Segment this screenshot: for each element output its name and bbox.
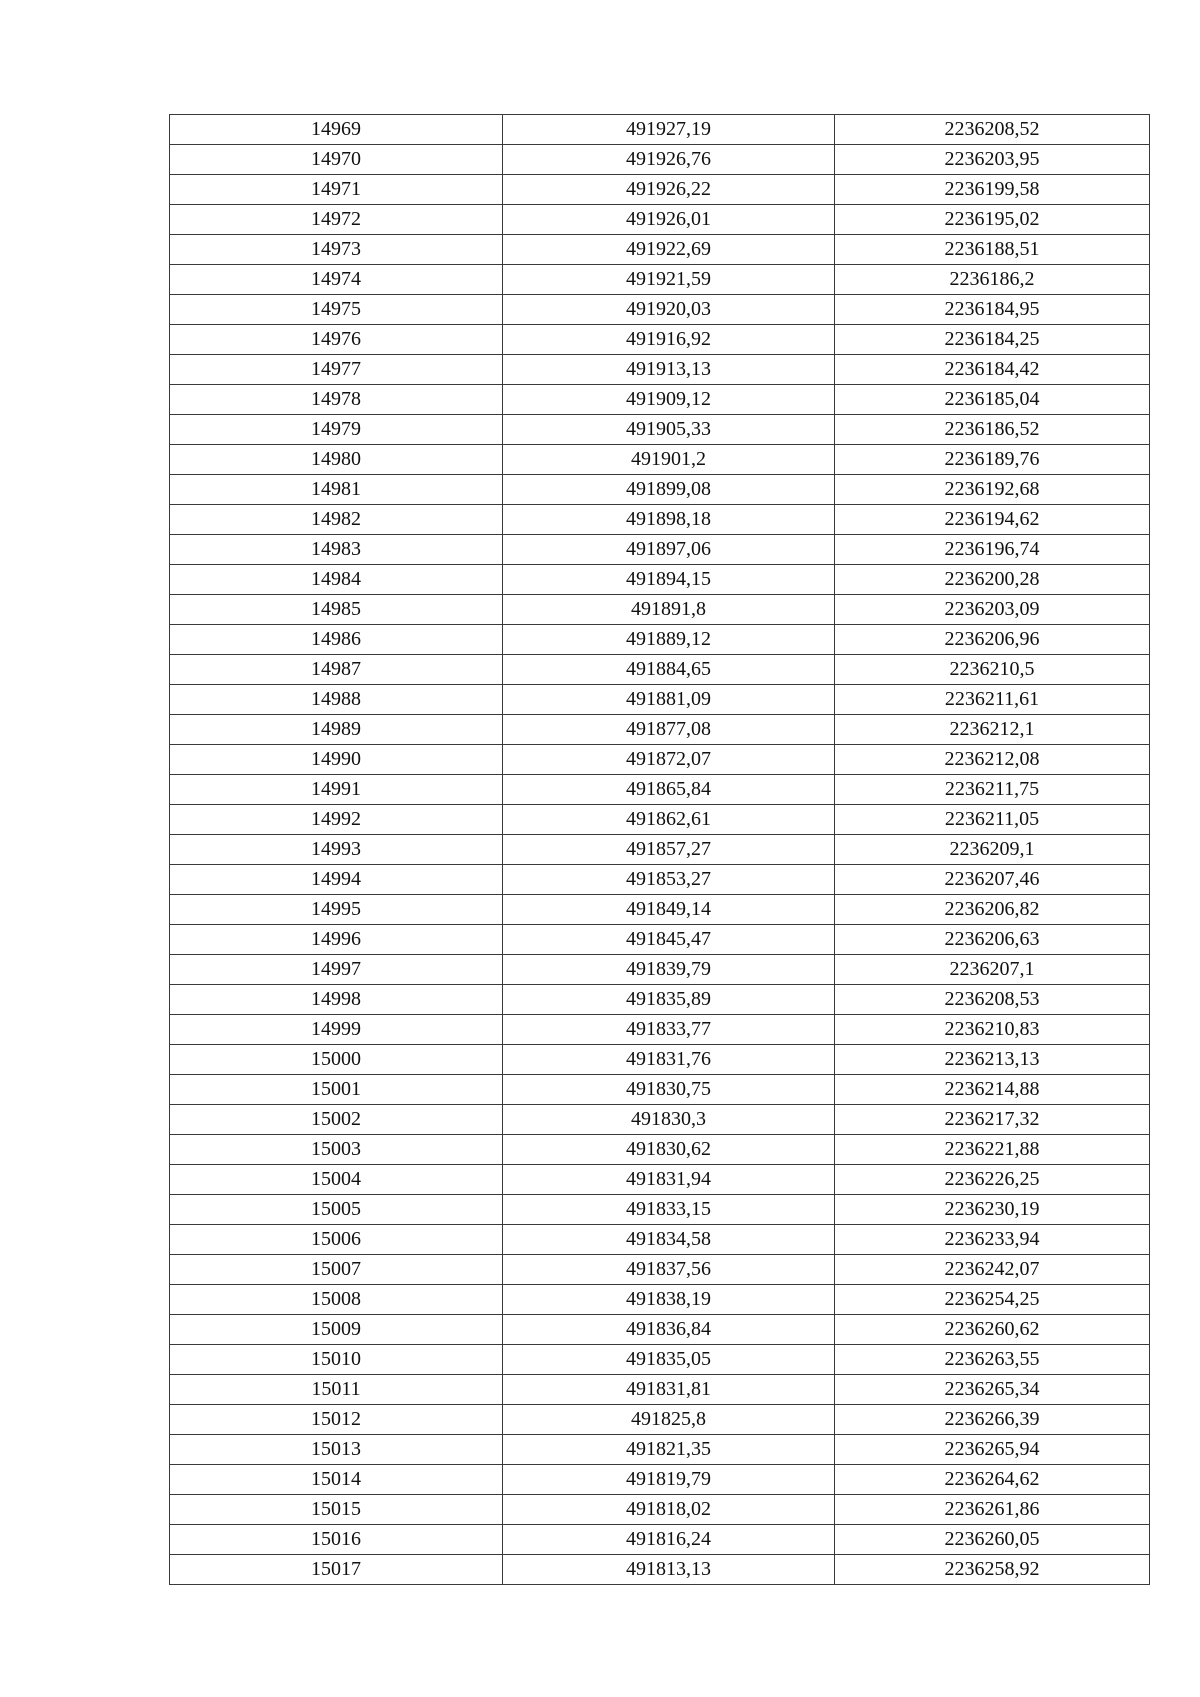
point-number-cell: 15009 xyxy=(170,1315,503,1345)
point-number-cell: 15001 xyxy=(170,1075,503,1105)
point-number-cell: 15004 xyxy=(170,1165,503,1195)
y-coordinate-cell: 2236194,62 xyxy=(835,505,1150,535)
table-row xyxy=(170,1165,1150,1195)
table-row xyxy=(170,685,1150,715)
table-row xyxy=(170,625,1150,655)
point-number-cell: 14975 xyxy=(170,295,503,325)
x-coordinate-cell: 491926,01 xyxy=(503,205,835,235)
x-coordinate-cell: 491833,15 xyxy=(503,1195,835,1225)
y-coordinate-cell: 2236188,51 xyxy=(835,235,1150,265)
table-row xyxy=(170,145,1150,175)
y-coordinate-cell: 2236186,52 xyxy=(835,415,1150,445)
y-coordinate-cell: 2236207,1 xyxy=(835,955,1150,985)
point-number-cell: 14990 xyxy=(170,745,503,775)
table-row xyxy=(170,745,1150,775)
y-coordinate-cell: 2236211,75 xyxy=(835,775,1150,805)
y-coordinate-cell: 2236206,63 xyxy=(835,925,1150,955)
point-number-cell: 14977 xyxy=(170,355,503,385)
y-coordinate-cell: 2236208,53 xyxy=(835,985,1150,1015)
table-row xyxy=(170,1345,1150,1375)
point-number-cell: 14999 xyxy=(170,1015,503,1045)
x-coordinate-cell: 491830,3 xyxy=(503,1105,835,1135)
y-coordinate-cell: 2236185,04 xyxy=(835,385,1150,415)
x-coordinate-cell: 491831,76 xyxy=(503,1045,835,1075)
table-row xyxy=(170,805,1150,835)
x-coordinate-cell: 491889,12 xyxy=(503,625,835,655)
table-row xyxy=(170,1435,1150,1465)
y-coordinate-cell: 2236254,25 xyxy=(835,1285,1150,1315)
x-coordinate-cell: 491921,59 xyxy=(503,265,835,295)
x-coordinate-cell: 491830,75 xyxy=(503,1075,835,1105)
coordinates-table-body xyxy=(170,115,1150,1585)
table-row xyxy=(170,235,1150,265)
point-number-cell: 15015 xyxy=(170,1495,503,1525)
point-number-cell: 14993 xyxy=(170,835,503,865)
y-coordinate-cell: 2236213,13 xyxy=(835,1045,1150,1075)
y-coordinate-cell: 2236196,74 xyxy=(835,535,1150,565)
y-coordinate-cell: 2236211,61 xyxy=(835,685,1150,715)
table-row xyxy=(170,265,1150,295)
table-row xyxy=(170,1315,1150,1345)
point-number-cell: 14988 xyxy=(170,685,503,715)
x-coordinate-cell: 491849,14 xyxy=(503,895,835,925)
y-coordinate-cell: 2236221,88 xyxy=(835,1135,1150,1165)
table-row xyxy=(170,655,1150,685)
x-coordinate-cell: 491909,12 xyxy=(503,385,835,415)
point-number-cell: 15010 xyxy=(170,1345,503,1375)
point-number-cell: 14991 xyxy=(170,775,503,805)
y-coordinate-cell: 2236242,07 xyxy=(835,1255,1150,1285)
y-coordinate-cell: 2236212,08 xyxy=(835,745,1150,775)
y-coordinate-cell: 2236263,55 xyxy=(835,1345,1150,1375)
point-number-cell: 15002 xyxy=(170,1105,503,1135)
table-row xyxy=(170,1075,1150,1105)
y-coordinate-cell: 2236184,25 xyxy=(835,325,1150,355)
point-number-cell: 14972 xyxy=(170,205,503,235)
table-row xyxy=(170,415,1150,445)
y-coordinate-cell: 2236184,95 xyxy=(835,295,1150,325)
table-row xyxy=(170,595,1150,625)
table-row xyxy=(170,985,1150,1015)
x-coordinate-cell: 491838,19 xyxy=(503,1285,835,1315)
y-coordinate-cell: 2236233,94 xyxy=(835,1225,1150,1255)
point-number-cell: 14992 xyxy=(170,805,503,835)
x-coordinate-cell: 491837,56 xyxy=(503,1255,835,1285)
table-row xyxy=(170,925,1150,955)
table-row xyxy=(170,1105,1150,1135)
y-coordinate-cell: 2236209,1 xyxy=(835,835,1150,865)
y-coordinate-cell: 2236260,62 xyxy=(835,1315,1150,1345)
x-coordinate-cell: 491833,77 xyxy=(503,1015,835,1045)
x-coordinate-cell: 491831,81 xyxy=(503,1375,835,1405)
x-coordinate-cell: 491881,09 xyxy=(503,685,835,715)
x-coordinate-cell: 491913,13 xyxy=(503,355,835,385)
y-coordinate-cell: 2236211,05 xyxy=(835,805,1150,835)
x-coordinate-cell: 491813,13 xyxy=(503,1555,835,1585)
point-number-cell: 15007 xyxy=(170,1255,503,1285)
x-coordinate-cell: 491845,47 xyxy=(503,925,835,955)
x-coordinate-cell: 491901,2 xyxy=(503,445,835,475)
table-row xyxy=(170,325,1150,355)
table-row xyxy=(170,475,1150,505)
table-row xyxy=(170,1285,1150,1315)
x-coordinate-cell: 491819,79 xyxy=(503,1465,835,1495)
point-number-cell: 14984 xyxy=(170,565,503,595)
point-number-cell: 14974 xyxy=(170,265,503,295)
y-coordinate-cell: 2236210,5 xyxy=(835,655,1150,685)
point-number-cell: 14969 xyxy=(170,115,503,145)
table-row xyxy=(170,1225,1150,1255)
x-coordinate-cell: 491920,03 xyxy=(503,295,835,325)
x-coordinate-cell: 491926,22 xyxy=(503,175,835,205)
table-row xyxy=(170,445,1150,475)
x-coordinate-cell: 491926,76 xyxy=(503,145,835,175)
x-coordinate-cell: 491862,61 xyxy=(503,805,835,835)
x-coordinate-cell: 491821,35 xyxy=(503,1435,835,1465)
table-row xyxy=(170,535,1150,565)
table-row xyxy=(170,1405,1150,1435)
x-coordinate-cell: 491816,24 xyxy=(503,1525,835,1555)
y-coordinate-cell: 2236207,46 xyxy=(835,865,1150,895)
x-coordinate-cell: 491830,62 xyxy=(503,1135,835,1165)
point-number-cell: 15005 xyxy=(170,1195,503,1225)
table-row xyxy=(170,1555,1150,1585)
table-row xyxy=(170,205,1150,235)
y-coordinate-cell: 2236206,82 xyxy=(835,895,1150,925)
point-number-cell: 15013 xyxy=(170,1435,503,1465)
table-row xyxy=(170,1015,1150,1045)
point-number-cell: 14997 xyxy=(170,955,503,985)
point-number-cell: 14976 xyxy=(170,325,503,355)
y-coordinate-cell: 2236210,83 xyxy=(835,1015,1150,1045)
point-number-cell: 14971 xyxy=(170,175,503,205)
x-coordinate-cell: 491825,8 xyxy=(503,1405,835,1435)
point-number-cell: 14996 xyxy=(170,925,503,955)
point-number-cell: 15011 xyxy=(170,1375,503,1405)
x-coordinate-cell: 491877,08 xyxy=(503,715,835,745)
point-number-cell: 14983 xyxy=(170,535,503,565)
table-row xyxy=(170,955,1150,985)
point-number-cell: 15014 xyxy=(170,1465,503,1495)
y-coordinate-cell: 2236184,42 xyxy=(835,355,1150,385)
table-row xyxy=(170,835,1150,865)
x-coordinate-cell: 491835,89 xyxy=(503,985,835,1015)
table-row xyxy=(170,865,1150,895)
x-coordinate-cell: 491891,8 xyxy=(503,595,835,625)
point-number-cell: 14987 xyxy=(170,655,503,685)
y-coordinate-cell: 2236208,52 xyxy=(835,115,1150,145)
x-coordinate-cell: 491839,79 xyxy=(503,955,835,985)
point-number-cell: 14981 xyxy=(170,475,503,505)
coordinates-table xyxy=(169,114,1150,1585)
point-number-cell: 14989 xyxy=(170,715,503,745)
point-number-cell: 14979 xyxy=(170,415,503,445)
x-coordinate-cell: 491894,15 xyxy=(503,565,835,595)
y-coordinate-cell: 2236230,19 xyxy=(835,1195,1150,1225)
point-number-cell: 14970 xyxy=(170,145,503,175)
point-number-cell: 15000 xyxy=(170,1045,503,1075)
table-row xyxy=(170,715,1150,745)
x-coordinate-cell: 491818,02 xyxy=(503,1495,835,1525)
table-row xyxy=(170,175,1150,205)
point-number-cell: 14985 xyxy=(170,595,503,625)
x-coordinate-cell: 491897,06 xyxy=(503,535,835,565)
point-number-cell: 15016 xyxy=(170,1525,503,1555)
point-number-cell: 14973 xyxy=(170,235,503,265)
y-coordinate-cell: 2236260,05 xyxy=(835,1525,1150,1555)
y-coordinate-cell: 2236265,94 xyxy=(835,1435,1150,1465)
point-number-cell: 14986 xyxy=(170,625,503,655)
y-coordinate-cell: 2236265,34 xyxy=(835,1375,1150,1405)
y-coordinate-cell: 2236192,68 xyxy=(835,475,1150,505)
point-number-cell: 15008 xyxy=(170,1285,503,1315)
x-coordinate-cell: 491927,19 xyxy=(503,115,835,145)
table-row xyxy=(170,1195,1150,1225)
table-row xyxy=(170,565,1150,595)
point-number-cell: 14995 xyxy=(170,895,503,925)
y-coordinate-cell: 2236212,1 xyxy=(835,715,1150,745)
table-row xyxy=(170,355,1150,385)
x-coordinate-cell: 491899,08 xyxy=(503,475,835,505)
x-coordinate-cell: 491834,58 xyxy=(503,1225,835,1255)
x-coordinate-cell: 491853,27 xyxy=(503,865,835,895)
x-coordinate-cell: 491857,27 xyxy=(503,835,835,865)
point-number-cell: 14980 xyxy=(170,445,503,475)
y-coordinate-cell: 2236203,09 xyxy=(835,595,1150,625)
x-coordinate-cell: 491836,84 xyxy=(503,1315,835,1345)
point-number-cell: 15003 xyxy=(170,1135,503,1165)
y-coordinate-cell: 2236206,96 xyxy=(835,625,1150,655)
point-number-cell: 15006 xyxy=(170,1225,503,1255)
table-row xyxy=(170,385,1150,415)
y-coordinate-cell: 2236226,25 xyxy=(835,1165,1150,1195)
y-coordinate-cell: 2236200,28 xyxy=(835,565,1150,595)
table-row xyxy=(170,115,1150,145)
point-number-cell: 14982 xyxy=(170,505,503,535)
y-coordinate-cell: 2236203,95 xyxy=(835,145,1150,175)
y-coordinate-cell: 2236258,92 xyxy=(835,1555,1150,1585)
point-number-cell: 15017 xyxy=(170,1555,503,1585)
y-coordinate-cell: 2236195,02 xyxy=(835,205,1150,235)
table-row xyxy=(170,1465,1150,1495)
point-number-cell: 14994 xyxy=(170,865,503,895)
table-row xyxy=(170,505,1150,535)
x-coordinate-cell: 491884,65 xyxy=(503,655,835,685)
x-coordinate-cell: 491905,33 xyxy=(503,415,835,445)
table-row xyxy=(170,1375,1150,1405)
table-row xyxy=(170,1525,1150,1555)
table-row xyxy=(170,895,1150,925)
table-row xyxy=(170,775,1150,805)
x-coordinate-cell: 491898,18 xyxy=(503,505,835,535)
y-coordinate-cell: 2236186,2 xyxy=(835,265,1150,295)
point-number-cell: 14978 xyxy=(170,385,503,415)
table-row xyxy=(170,1045,1150,1075)
y-coordinate-cell: 2236217,32 xyxy=(835,1105,1150,1135)
table-row xyxy=(170,1495,1150,1525)
table-row xyxy=(170,1135,1150,1165)
table-row xyxy=(170,295,1150,325)
y-coordinate-cell: 2236214,88 xyxy=(835,1075,1150,1105)
x-coordinate-cell: 491872,07 xyxy=(503,745,835,775)
y-coordinate-cell: 2236189,76 xyxy=(835,445,1150,475)
point-number-cell: 15012 xyxy=(170,1405,503,1435)
y-coordinate-cell: 2236266,39 xyxy=(835,1405,1150,1435)
x-coordinate-cell: 491835,05 xyxy=(503,1345,835,1375)
x-coordinate-cell: 491922,69 xyxy=(503,235,835,265)
x-coordinate-cell: 491831,94 xyxy=(503,1165,835,1195)
y-coordinate-cell: 2236199,58 xyxy=(835,175,1150,205)
point-number-cell: 14998 xyxy=(170,985,503,1015)
x-coordinate-cell: 491916,92 xyxy=(503,325,835,355)
x-coordinate-cell: 491865,84 xyxy=(503,775,835,805)
table-row xyxy=(170,1255,1150,1285)
y-coordinate-cell: 2236264,62 xyxy=(835,1465,1150,1495)
y-coordinate-cell: 2236261,86 xyxy=(835,1495,1150,1525)
